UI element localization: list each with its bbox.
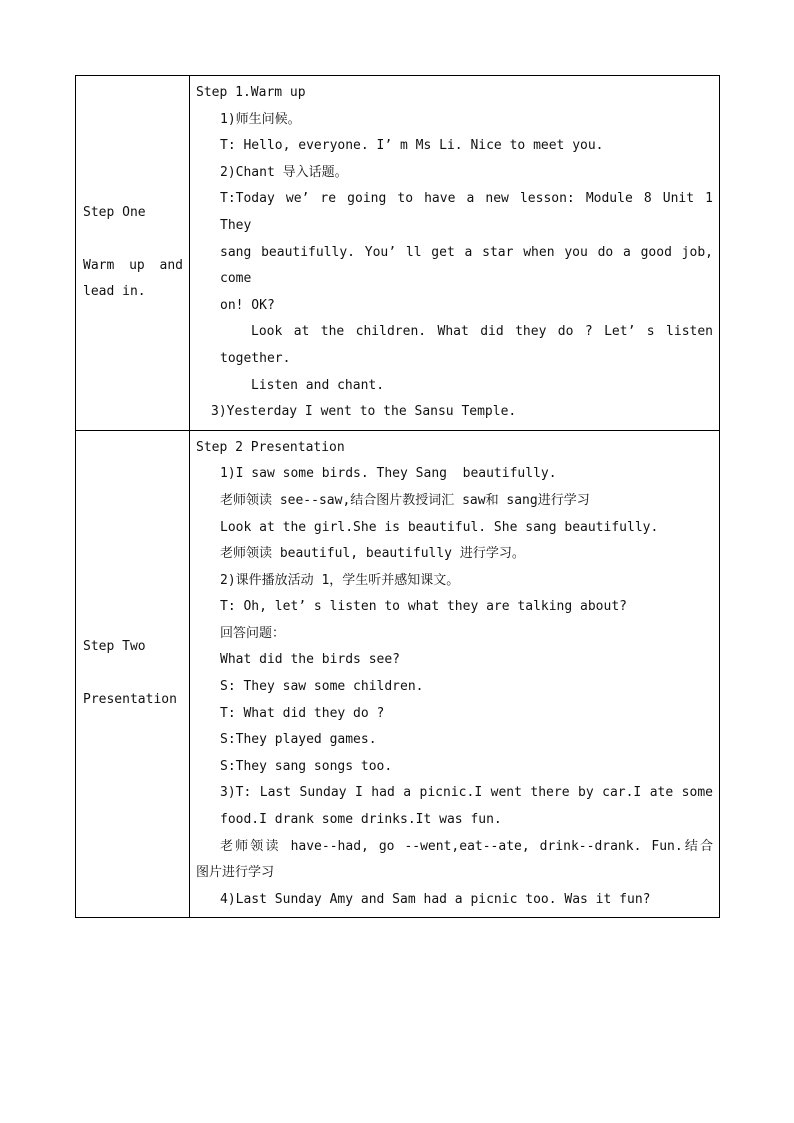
- content-line: 2)课件播放活动 1，学生听并感知课文。: [220, 572, 460, 588]
- content-line: sang beautifully. You’ ll get a star when you do a good job, come: [220, 244, 721, 287]
- step-content-cell: [190, 430, 720, 918]
- step-cell: [76, 430, 190, 918]
- content-line: 3)Yesterday I went to the Sansu Temple.: [211, 404, 517, 420]
- content-line: S: They saw some children.: [220, 679, 424, 695]
- step-description: Warm up and: [83, 257, 183, 273]
- content-line: 1)I saw some birds. They Sang beautifully.: [220, 466, 557, 482]
- step-cell: [76, 76, 190, 431]
- table-row: [76, 76, 720, 431]
- content-line: Step 2 Presentation: [196, 439, 345, 455]
- lesson-plan-table: [75, 75, 720, 918]
- content-line: T: Hello, everyone. I’ m Ms Li. Nice to meet you.: [220, 138, 604, 154]
- content-line: 老师领读 have--had, go --went,eat--ate, drink--drank. Fun.结合: [220, 838, 713, 854]
- step-description: Presentation: [83, 692, 177, 708]
- step-content-cell: [190, 76, 720, 431]
- table-row: [76, 430, 720, 918]
- content-line: 回答问题：: [220, 625, 286, 641]
- content-line: Step 1.Warm up: [196, 85, 306, 100]
- content-line: Look at the children. What did they do ? Let’ s listen: [251, 324, 713, 340]
- content-line: on! OK?: [220, 297, 275, 313]
- content-line: What did the birds see?: [220, 652, 401, 668]
- content-line: T: What did they do ?: [220, 705, 385, 721]
- content-line: 老师领读 beautiful, beautifully 进行学习。: [220, 546, 525, 562]
- content-line: 图片进行学习: [196, 865, 275, 881]
- content-line: Look at the girl.She is beautiful. She sang beautifully.: [220, 519, 659, 535]
- content-line: 4)Last Sunday Amy and Sam had a picnic too. Was it fun?: [220, 891, 651, 907]
- content-line: T:Today we’ re going to have a new lesson: Module 8 Unit 1 They: [220, 191, 721, 233]
- content-line: 3)T: Last Sunday I had a picnic.I went there by car.I ate some: [220, 785, 713, 801]
- content-line: S:They sang songs too.: [220, 758, 393, 774]
- step-name: Step One: [83, 204, 146, 220]
- content-line: together.: [220, 350, 291, 366]
- content-line: S:They played games.: [220, 732, 377, 748]
- step-description: lead in.: [83, 284, 146, 300]
- content-line: Listen and chant.: [251, 377, 385, 393]
- content-line: T: Oh, let’ s listen to what they are talking about?: [220, 599, 627, 615]
- content-line: 1)师生问候。: [220, 111, 301, 127]
- step-name: Step Two: [83, 639, 146, 655]
- content-line: food.I drank some drinks.It was fun.: [220, 812, 502, 828]
- content-line: 2)Chant 导入话题。: [220, 164, 348, 180]
- content-line: 老师领读 see--saw,结合图片教授词汇 saw和 sang进行学习: [220, 492, 590, 508]
